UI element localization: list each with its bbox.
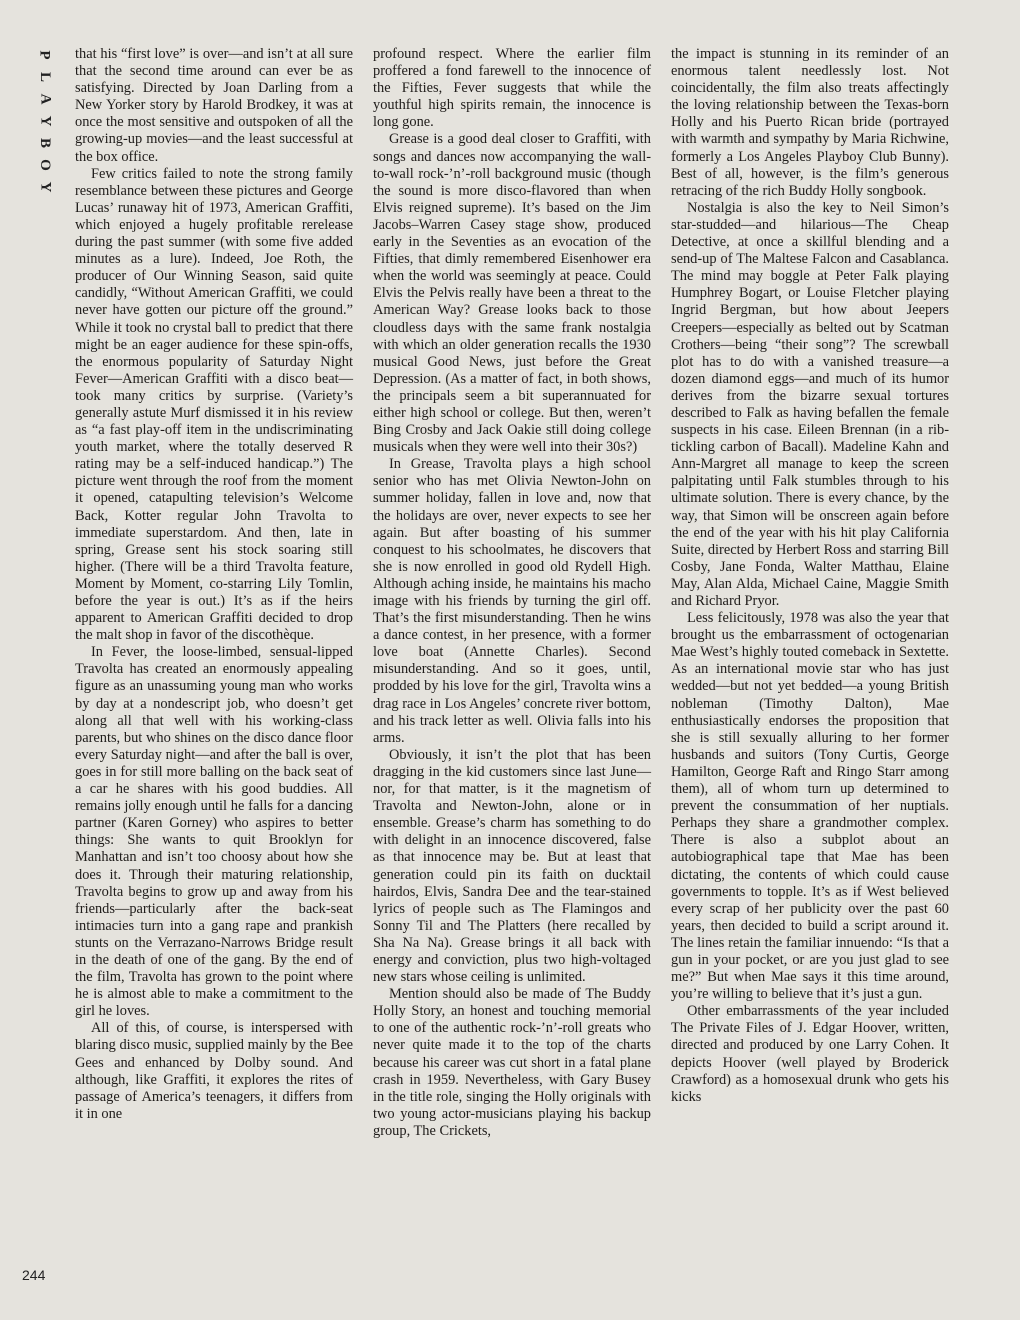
masthead-letter: O xyxy=(36,159,53,171)
paragraph: In Grease, Travolta plays a high school senior who has met Olivia Newton-John on summer holiday, fallen in love and, now that the holidays are over, never expects to see her again. But after boasting of his summer conquest to his schoolmates, he discovers that she is now enrolled in good old Rydell High. Although aching inside, he maintains his macho image with his friends by turning the girl off. That’s the first misunderstanding. Then he wins a dance contest, in her presence, with a former love boat (Annette Charles). Second misunderstanding. And so it goes, until, prodded by his love for the girl, Travolta wins a drag race in Los Angeles’ concrete river bottom, and his track letter as well. Olivia falls into his arms. xyxy=(373,456,651,746)
paragraph: Mention should also be made of The Buddy Holly Story, an honest and touching memorial to one of the authentic rock-’n’-roll greats who never quite made it to the top of the charts because his career was cut short in a fatal plane crash in 1959. Nevertheless, with Gary Busey in the title role, singing the Holly originals with two young actor-musicians playing his backup group, The Crickets, xyxy=(373,986,651,1139)
masthead-letter: L xyxy=(36,71,53,83)
paragraph: that his “first love” is over—and isn’t at all sure that the second time around can ever be as satisfying. Directed by Joan Darling from a New Yorker story by Harold Brodkey, it was at once the most sensitive and outspoken of all the growing-up movies—and the least successful at the box office. xyxy=(75,46,353,165)
masthead-letter: Y xyxy=(37,115,53,127)
paragraph: Nostalgia is also the key to Neil Simon’s star-studded—and hilarious—The Cheap Detective, at once a skillful blending and a send-up of The Maltese Falcon and Casablanca. The mind may boggle at Peter Falk playing Humphrey Bogart, or Louise Fletcher playing Ingrid Bergman, but how about Jeepers Creepers—especially as belted out by Scatman Crothers—being “their song”? The screwball plot has to do with a vanished treasure—a dozen diamond eggs—and much of its humor derives from the bizarre sexual tortures described to Falk as having befallen the female suspects in his case. Eileen Brennan (in a rib-tickling carbon of Bacall). Madeline Kahn and Ann-Margret all manage to keep the screen palpitating until Falk stumbles through to his ultimate solution. There is every chance, by the way, that Simon will be onscreen again before the end of the year with his hit play California Suite, directed by Herbert Ross and starring Bill Cosby, Jane Fonda, Walter Matthau, Elaine May, Alan Alda, Michael Caine, Maggie Smith and Richard Pryor. xyxy=(671,199,949,609)
text-column-2 xyxy=(373,46,651,1140)
paragraph: Grease is a good deal closer to Graffiti, with songs and dances now accompanying the wall-to-wall rock-’n’-roll background music (though the sound is more disco-flavored than when Elvis reigned supreme). It’s based on the Jim Jacobs–Warren Casey stage show, produced early in the Seventies as an evocation of the Fifties, that dimly remembered Eisenhower era when the world was seemingly at peace. Could Elvis the Pelvis really have been a threat to the American Way? Grease looks back to those cloudless days with the same frank nostalgia with which an older generation recalls the 1930 musical Good News, just before the Great Depression. (As a matter of fact, in both shows, the principals seem a bit superannuated for either high school or college. But then, weren’t Bing Crosby and Jack Oakie still doing college musicals when they were well into their 30s?) xyxy=(373,131,651,456)
text-column-3 xyxy=(671,46,949,1106)
paragraph: All of this, of course, is interspersed with blaring disco music, supplied mainly by the Bee Gees and enhanced by Dolby sound. And although, like Graffiti, it explores the rites of passage of America’s teenagers, it differs from it in one xyxy=(75,1020,353,1122)
paragraph: the impact is stunning in its reminder of an enormous talent needlessly lost. Not coincidentally, the film also treats affectingly the loving relationship between the Texas-born Holly and his Puerto Rican bride (portrayed with warmth and sympathy by Maria Richwine, formerly a Los Angeles Playboy Club Bunny). Best of all, however, is the film’s generous retracing of the rich Buddy Holly songbook. xyxy=(671,46,949,199)
paragraph: Few critics failed to note the strong family resemblance between these pictures and George Lucas’ runaway hit of 1973, American Graffiti, which enjoyed a hugely profitable rerelease during the past summer (with some five added minutes as a lure). Indeed, Joe Roth, the producer of Our Winning Season, said quite candidly, “Without American Graffiti, we could never have gotten our picture off the ground.” While it took no crystal ball to predict that there might be an eager audience for these spin-offs, the enormous popularity of Saturday Night Fever—American Graffiti with a disco beat—took many critics by surprise. (Variety’s generally astute Murf dismissed it in his review as “a fast play-off item in the undiscriminating youth market, where the totally deserved R rating may be a self-induced handicap.”) The picture went through the roof from the moment it opened, catapulting television’s Welcome Back, Kotter regular John Travolta to immediate superstardom. And then, late in spring, Grease sent his stock soaring still higher. (There will be a third Travolta feature, Moment by Moment, co-starring Lily Tomlin, before the year is out.) It’s as if the heirs apparent to American Graffiti decided to drop the malt shop in favor of the discothèque. xyxy=(75,165,353,644)
paragraph: Less felicitously, 1978 was also the year that brought us the embarrassment of octogenarian Mae West’s highly touted comeback in Sextette. As an international movie star who has just wedded—but not yet bedded—a young British nobleman (Timothy Dalton), Mae enthusiastically endorses the proposition that she is still sexually alluring to her former husbands and suitors (Tony Curtis, George Hamilton, George Raft and Ringo Starr among them), all of whom turn up determined to prevent the consummation of her nuptials. Perhaps they share a grandmother complex. There is also a subplot about an autobiographical tape that Mae has been dictating, the contents of which could cause governments to topple. It’s as if West believed every scrap of her publicity over the past 60 years, then decided to build a script around it. The lines retain the familiar innuendo: “Is that a gun in your pocket, or are you just glad to see me?” But when Mae says it this time around, you’re willing to believe that it’s just a gun. xyxy=(671,610,949,1003)
masthead-letter: Y xyxy=(37,181,53,193)
paragraph: Other embarrassments of the year included The Private Files of J. Edgar Hoover, written, directed and produced by one Larry Cohen. It depicts Hoover (well played by Broderick Crawford) as a homosexual drunk who gets his kicks xyxy=(671,1003,949,1105)
paragraph: Obviously, it isn’t the plot that has been dragging in the kid customers since last June—nor, for that matter, is it the magnetism of Travolta and Newton-John, alone or in ensemble. Grease’s charm has something to do with delight in an innocence discovered, false as that innocence may be. But at least that generation could pin its faith on ducktail hairdos, Elvis, Sandra Dee and the tear-stained lyrics of people such as The Flamingos and Sonny Til and The Platters (here recalled by Sha Na Na). Grease brings it all back with energy and conviction, plus two high-voltaged new stars whose ceiling is unlimited. xyxy=(373,746,651,986)
masthead-letter: P xyxy=(36,50,53,60)
masthead-letter: B xyxy=(36,137,53,149)
page-number: 244 xyxy=(22,1267,46,1283)
magazine-masthead xyxy=(34,44,56,198)
paragraph: In Fever, the loose-limbed, sensual-lipped Travolta has created an enormously appealing figure as an unassuming young man who works by day at a nondescript job, who doesn’t get along all that well with his working-class parents, but who shines on the disco dance floor every Saturday night—and after the ball is over, goes in for still more balling on the back seat of a car he shares with his good buddies. All remains jolly enough until he falls for a dancing partner (Karen Gorney) who aspires to better things: She wants to quit Brooklyn for Manhattan and isn’t too choosy about how she does it. Through their maturing relationship, Travolta begins to grow up and away from his friends—particularly after the back-seat intimacies turn into a gang rape and prankish stunts on the Verrazano-Narrows Bridge result in the death of one of the gang. By the end of the film, Travolta has grown to the point where he is almost able to make a commitment to the girl he loves. xyxy=(75,644,353,1020)
masthead-letter: A xyxy=(37,93,53,105)
paragraph: profound respect. Where the earlier film proffered a fond farewell to the innocence of the Fifties, Fever suggests that while the youthful high spirits remain, the innocence is long gone. xyxy=(373,46,651,131)
text-column-1 xyxy=(75,46,353,1123)
